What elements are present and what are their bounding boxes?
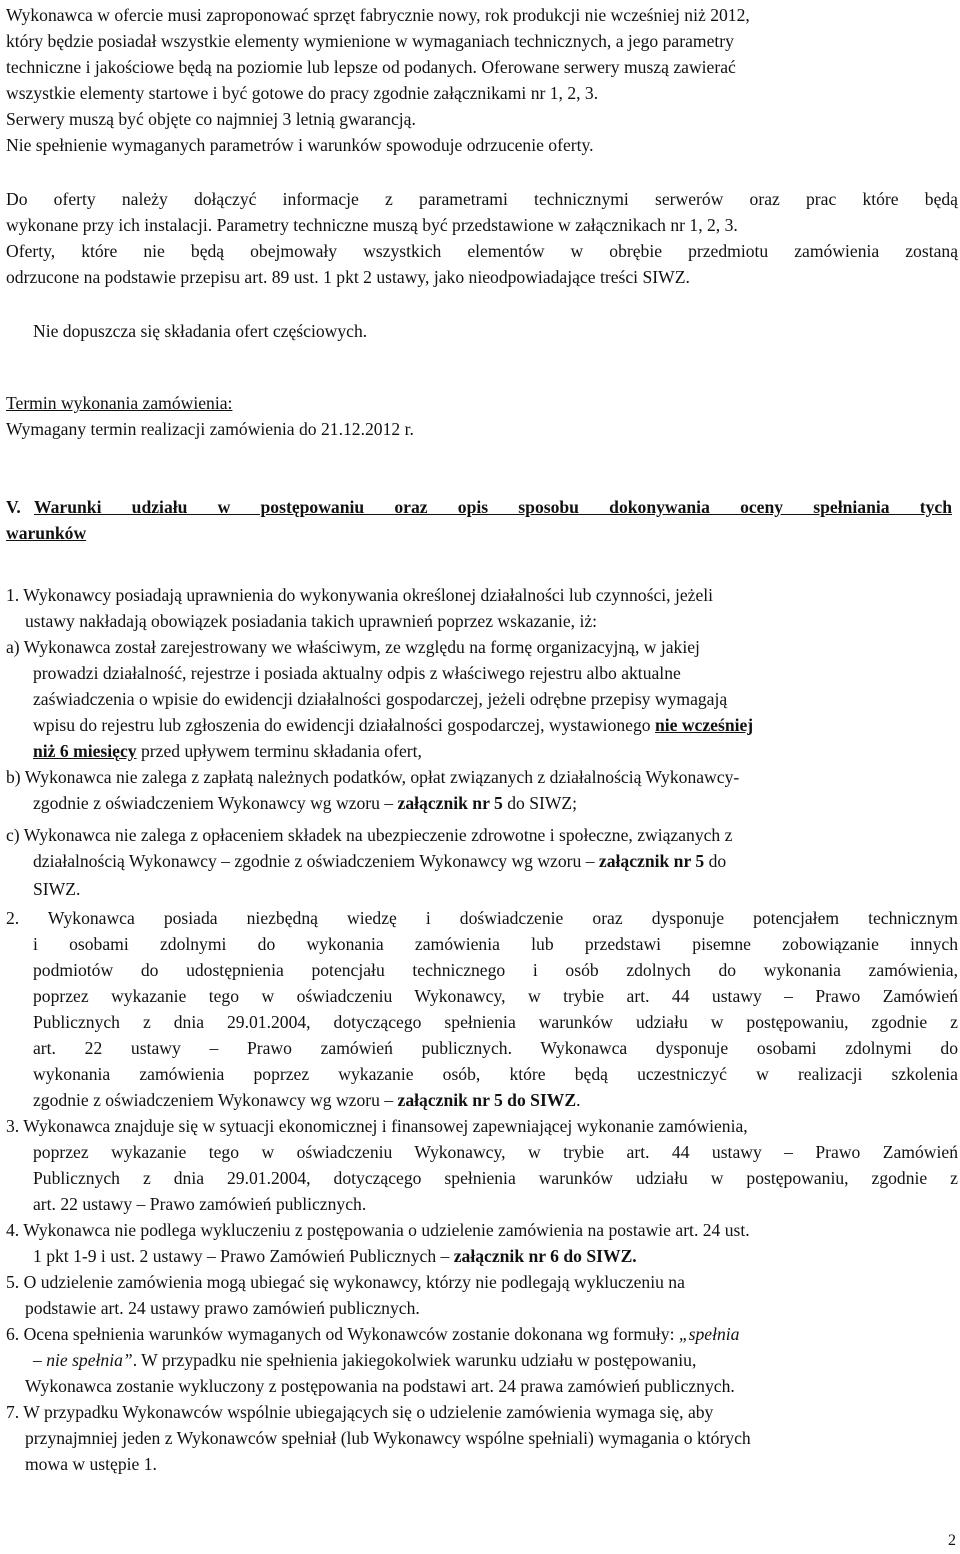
- offer-line-2: wykonane przy ich instalacji. Parametry techniczne muszą być przedstawione w załącznikach nr 1, 2, 3.: [6, 215, 738, 235]
- item-7-line-3: mowa w ustępie 1.: [25, 1454, 157, 1474]
- intro-line-4: wszystkie elementy startowe i być gotowe do pracy zgodnie załącznikami nr 1, 2, 3.: [6, 83, 599, 103]
- section-title-line-2: warunków: [6, 523, 87, 543]
- item-a-line-5-text: przed upływem terminu składania ofert,: [136, 741, 422, 761]
- item-b-line-1: b) Wykonawca nie zalega z zapłatą należnych podatków, opłat związanych z działalnością Wykonawcy-: [6, 767, 740, 787]
- item-6-line-3: Wykonawca zostanie wykluczony z postępowania na podstawi art. 24 prawa zamówień publicznych.: [25, 1376, 735, 1396]
- item-b-text: zgodnie z oświadczeniem Wykonawcy wg wzoru –: [33, 793, 398, 813]
- item-c-line-1: c) Wykonawca nie zalega z opłaceniem składek na ubezpieczenie zdrowotne i społeczne, związanych z: [6, 825, 733, 845]
- item-a-deadline-part-2: niż 6 miesięcy: [33, 741, 137, 761]
- item-1-line-1: 1. Wykonawcy posiadają uprawnienia do wykonywania określonej działalności lub czynności, jeżeli: [6, 585, 714, 605]
- item-a-line-4: [33, 712, 753, 738]
- intro-line-3: techniczne i jakościowe będą na poziomie lub lepsze od podanych. Oferowane serwery muszą zawierać: [6, 57, 736, 77]
- item-2-line-6: art. 22 ustawy – Prawo zamówień publicznych. Wykonawca dysponuje osobami zdolnymi do: [33, 1038, 958, 1058]
- item-a-line-2: prowadzi działalność, rejestrze i posiada aktualny odpis z właściwego rejestru albo aktualne: [33, 663, 681, 683]
- item-2-suffix: .: [576, 1090, 581, 1110]
- intro-line-6: Nie spełnienie wymaganych parametrów i warunków spowoduje odrzucenie oferty.: [6, 135, 594, 155]
- item-3-line-4: art. 22 ustawy – Prawo zamówień publicznych.: [33, 1194, 367, 1214]
- page-number: 2: [948, 1532, 956, 1549]
- offer-line-1: Do oferty należy dołączyć informacje z parametrami technicznymi serwerów oraz prac które będą: [6, 189, 958, 209]
- item-6-formula-start: „spełnia: [678, 1324, 740, 1344]
- item-a-line-3: zaświadczenia o wpisie do ewidencji działalności gospodarczej, jeżeli odrębne przepisy wymagają: [33, 689, 728, 709]
- item-6-line-2: [33, 1347, 696, 1373]
- item-a-line-1: a) Wykonawca został zarejestrowany we właściwym, ze względu na formę organizacyjną, w jakiej: [6, 637, 700, 657]
- item-b-line-2: [33, 790, 577, 816]
- section-title-line-1: Warunki udziału w postępowaniu oraz opis sposobu dokonywania oceny spełniania tych: [34, 497, 952, 517]
- offer-line-4: odrzucone na podstawie przepisu art. 89 ust. 1 pkt 2 ustawy, jako nieodpowiadające treści SIWZ.: [6, 267, 690, 287]
- item-3-line-1: 3. Wykonawca znajduje się w sytuacji ekonomicznej i finansowej zapewniającej wykonanie zamówienia,: [6, 1116, 748, 1136]
- item-5-line-2: podstawie art. 24 ustawy prawo zamówień publicznych.: [25, 1298, 420, 1318]
- intro-line-2: który będzie posiadał wszystkie elementy wymienione w wymaganiach technicznych, a jego parametry: [6, 31, 734, 51]
- item-7-line-2: przynajmniej jeden z Wykonawców spełniał (lub Wykonawcy wspólne spełniali) wymagania o których: [25, 1428, 751, 1448]
- item-a-deadline-part-1: nie wcześniej: [654, 715, 754, 735]
- item-b-suffix: do SIWZ;: [502, 793, 578, 813]
- item-2-line-1: 2. Wykonawca posiada niezbędną wiedzę i doświadczenie oraz dysponuje potencjałem technicznym: [6, 908, 958, 928]
- item-3-line-2: poprzez wykazanie tego w oświadczeniu Wykonawcy, w trybie art. 44 ustawy – Prawo Zamówień: [33, 1142, 958, 1162]
- item-2-line-3: podmiotów do udostępnienia potencjału technicznego i osób zdolnych do wykonania zamówienia,: [33, 960, 958, 980]
- item-6-text: 6. Ocena spełnienia warunków wymaganych od Wykonawców zostanie dokonana wg formuły:: [6, 1324, 679, 1344]
- item-4-line-2: [33, 1243, 637, 1269]
- term-heading: Termin wykonania zamówienia:: [6, 393, 233, 413]
- item-a-line-4-text: wpisu do rejestru lub zgłoszenia do ewidencji działalności gospodarczej, wystawionego: [33, 715, 651, 735]
- item-2-line-2: i osobami zdolnymi do wykonania zamówienia lub przedstawi pisemne zobowiązanie innych: [33, 934, 958, 954]
- item-3-line-3: Publicznych z dnia 29.01.2004, dotyczącego spełnienia warunków udziału w postępowaniu, zgodnie z: [33, 1168, 958, 1188]
- item-2-line-7: wykonania zamówienia poprzez wykazanie osób, które będą uczestniczyć w realizacji szkolenia: [33, 1064, 958, 1084]
- item-4-text: 1 pkt 1-9 i ust. 2 ustawy – Prawo Zamówień Publicznych –: [33, 1246, 454, 1266]
- item-7-line-1: 7. W przypadku Wykonawców wspólnie ubiegających się o udzielenie zamówienia wymaga się, aby: [6, 1402, 714, 1422]
- intro-line-5: Serwery muszą być objęte co najmniej 3 letnią gwarancją.: [6, 109, 416, 129]
- item-c-attachment: załącznik nr 5: [598, 851, 705, 871]
- item-2-text: zgodnie z oświadczeniem Wykonawcy wg wzoru –: [33, 1090, 398, 1110]
- item-6-formula-end: – nie spełnia”: [33, 1350, 133, 1370]
- item-a-line-5: [33, 738, 422, 764]
- item-2-attachment: załącznik nr 5 do SIWZ: [397, 1090, 577, 1110]
- offer-line-3: Oferty, które nie będą obejmowały wszystkich elementów w obrębie przedmiotu zamówienia zostaną: [6, 241, 958, 261]
- item-2-line-4: poprzez wykazanie tego w oświadczeniu Wykonawcy, w trybie art. 44 ustawy – Prawo Zamówień: [33, 986, 958, 1006]
- section-number: V.: [6, 497, 21, 517]
- item-2-line-5: Publicznych z dnia 29.01.2004, dotyczącego spełnienia warunków udziału w postępowaniu, zgodnie z: [33, 1012, 958, 1032]
- intro-line-1: Wykonawca w ofercie musi zaproponować sprzęt fabrycznie nowy, rok produkcji nie wcześniej niż 2012,: [6, 5, 750, 25]
- item-c-line-3: SIWZ.: [33, 879, 81, 899]
- item-1-line-2: ustawy nakładają obowiązek posiadania takich uprawnień poprzez wskazanie, iż:: [25, 611, 598, 631]
- item-2-line-8: [33, 1087, 581, 1113]
- item-4-attachment: załącznik nr 6 do SIWZ.: [453, 1246, 637, 1266]
- item-5-line-1: 5. O udzielenie zamówienia mogą ubiegać się wykonawcy, którzy nie podlegają wykluczeniu na: [6, 1272, 685, 1292]
- item-c-suffix: do: [704, 851, 727, 871]
- term-text: Wymagany termin realizacji zamówienia do 21.12.2012 r.: [6, 419, 414, 439]
- section-v-title: [6, 494, 958, 520]
- item-6-line-1: [6, 1321, 739, 1347]
- item-c-line-2: [33, 848, 726, 874]
- item-4-line-1: 4. Wykonawca nie podlega wykluczeniu z postępowania o udzielenie zamówienia na postawie art. 24 ust.: [6, 1220, 750, 1240]
- item-c-text: działalnością Wykonawcy – zgodnie z oświadczeniem Wykonawcy wg wzoru –: [33, 851, 599, 871]
- item-b-attachment: załącznik nr 5: [397, 793, 503, 813]
- partial-offers-note: Nie dopuszcza się składania ofert częściowych.: [33, 321, 368, 341]
- item-6-text-2: . W przypadku nie spełnienia jakiegokolwiek warunku udziału w postępowaniu,: [132, 1350, 697, 1370]
